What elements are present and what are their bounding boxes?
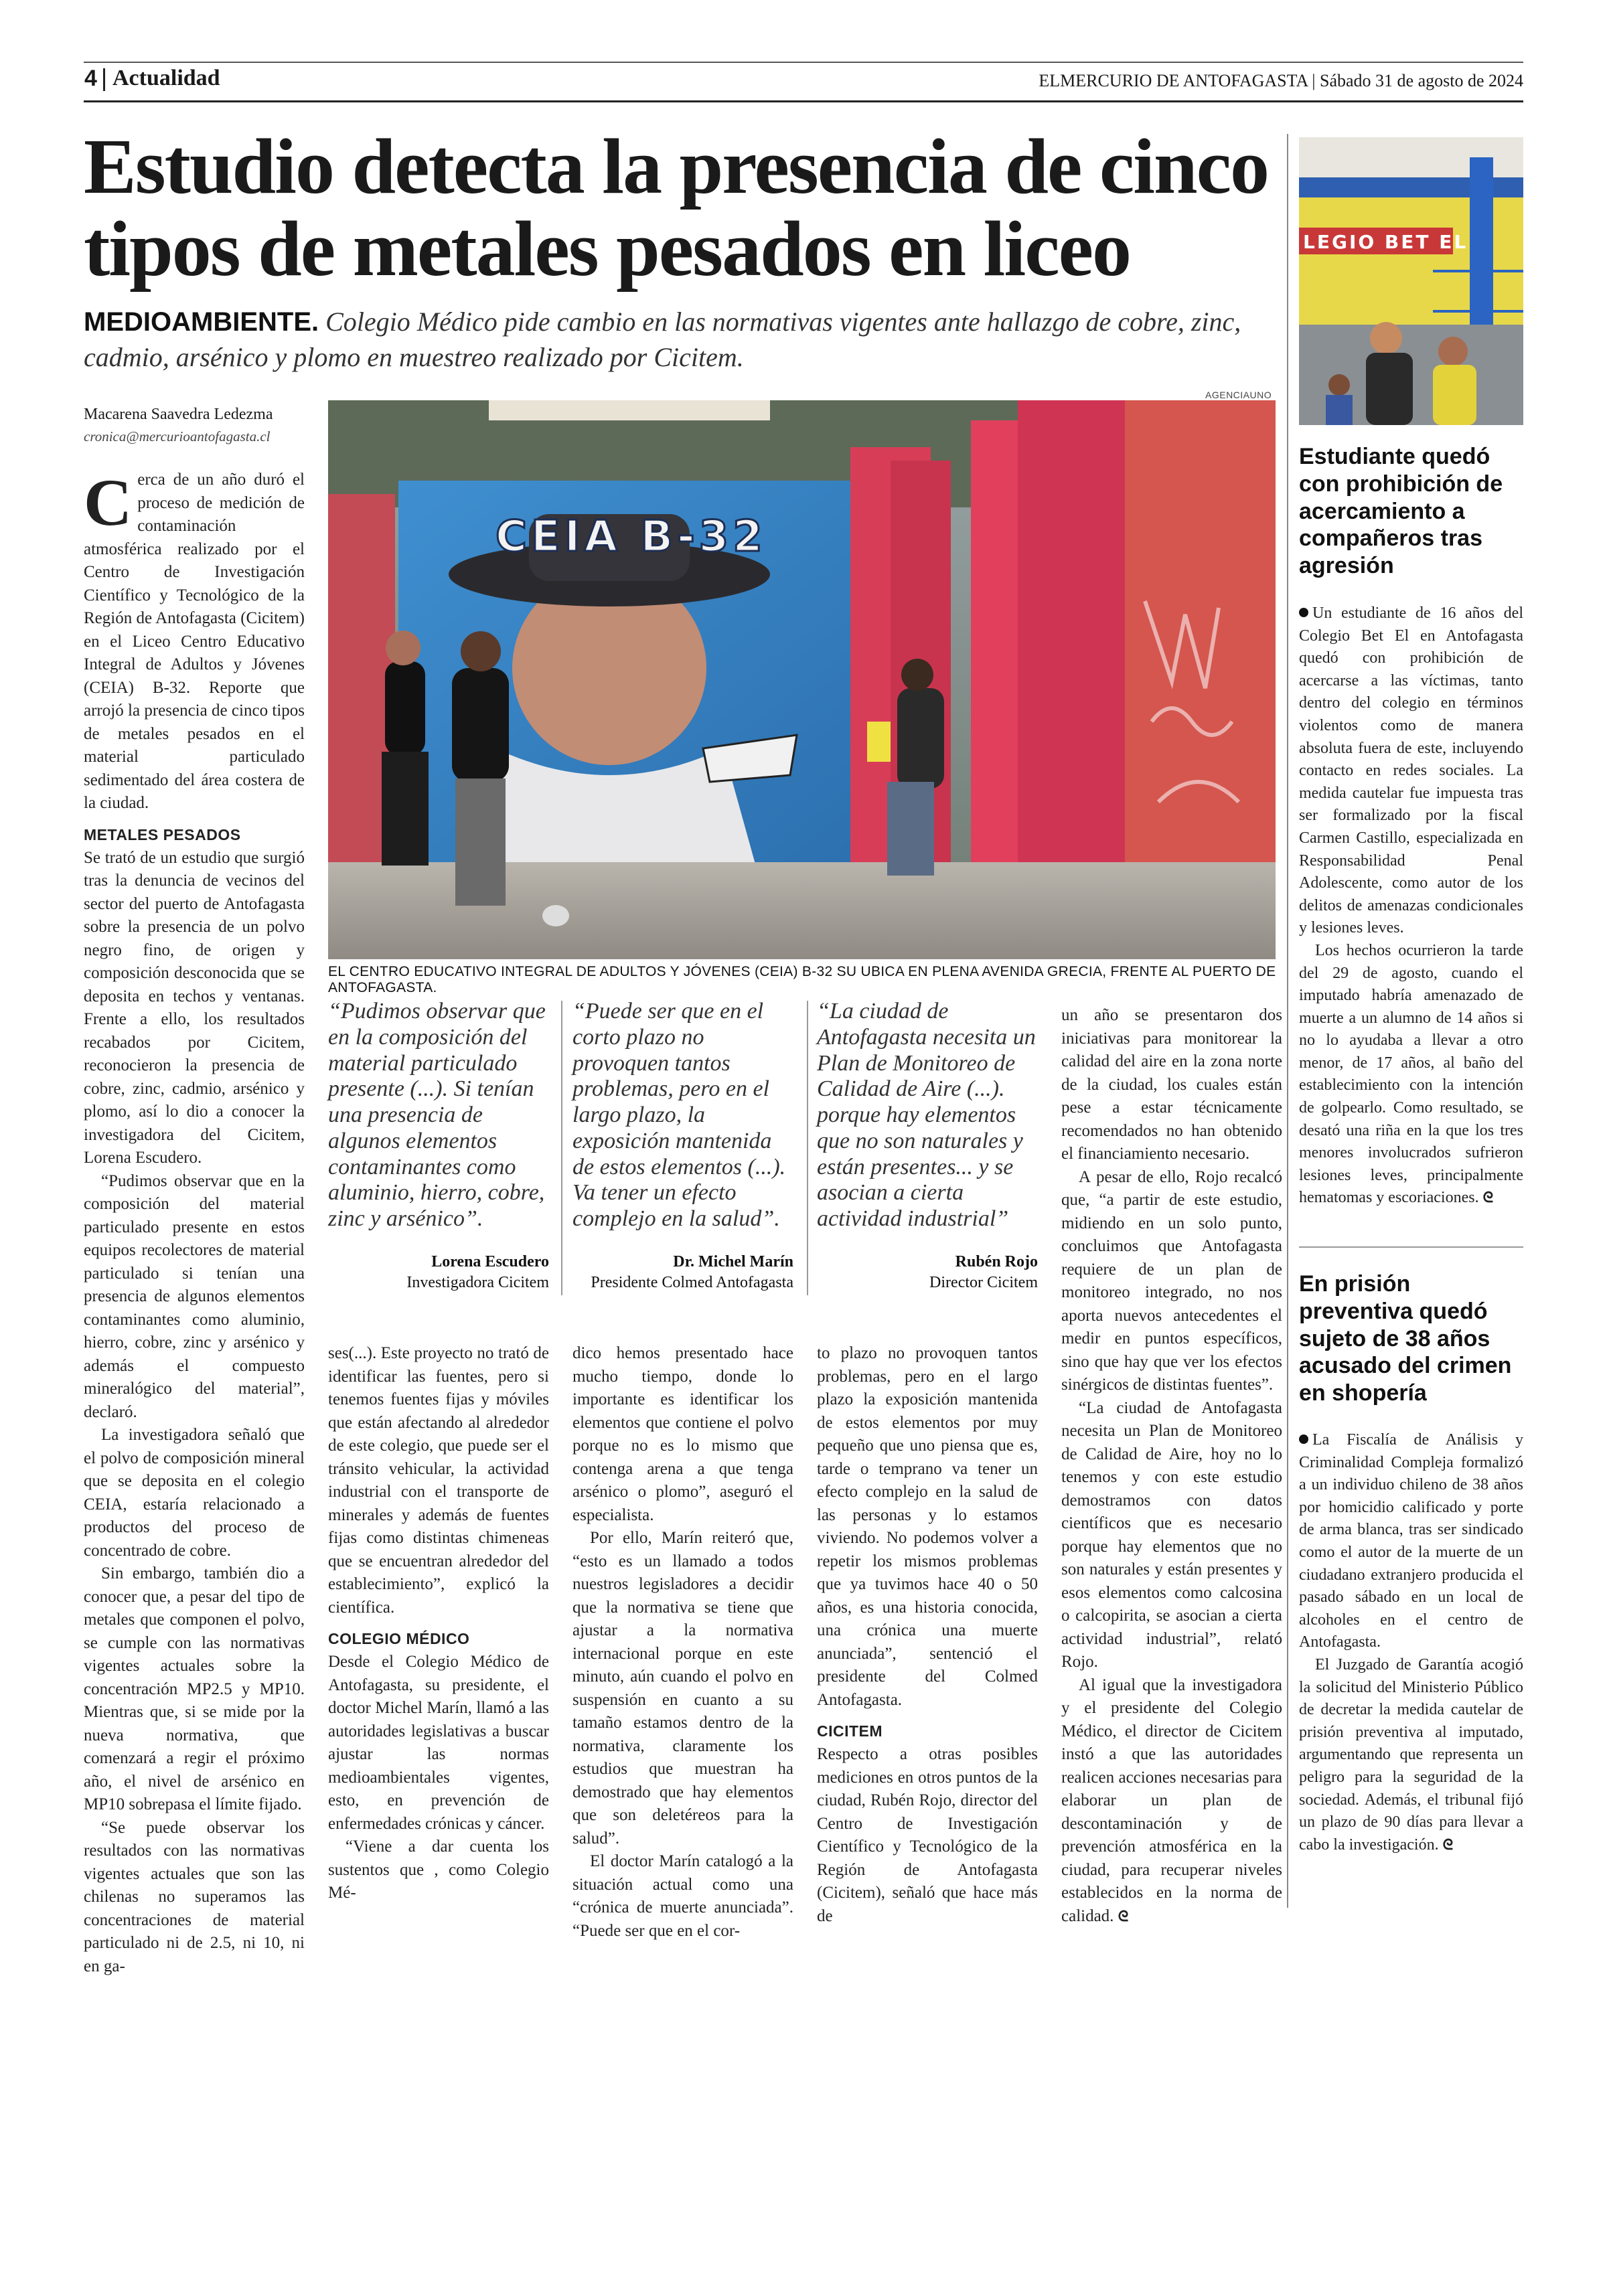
article-column-3 xyxy=(572,1342,793,1943)
pull-quote-1-source xyxy=(328,1252,549,1293)
story1-paragraph-1: Un estudiante de 16 años del Colegio Bet El en Antofagasta quedó con prohibición de acercarse a las víctimas, tanto dentro del colegio en términos violentos como de manera absoluta fuera de este, incluyendo contacto en redes sociales. La medida cautelar fue impuesta tras ser formalizado por la fiscal Carmen Castillo, especializada en Responsabilidad Penal Adolescente, como autor de los delitos de amenazas condicionales y lesiones leves. xyxy=(1299,604,1523,937)
col3-paragraph-2: Por ello, Marín reiteró que, “esto es un llamado a todos nuestros legisladores a decidir que la normativa se tiene que ajustar a la normativa internacional porque en este minuto, aún cuando el polvo en suspensión en cuanto a su tamaño estamos dentro de la normativa, claramente los estudios que muestran ha demostrado que hay elementos que son deletéreos para la salud”. xyxy=(572,1529,793,1848)
col2-paragraph-3: “Viene a dar cuenta los sustentos que , como Colegio Mé- xyxy=(328,1837,549,1902)
header-rule xyxy=(84,100,1523,102)
pull-quote-3-source xyxy=(817,1252,1038,1293)
masthead: ELMERCURIO DE ANTOFAGASTA | Sábado 31 de agosto de 2024 xyxy=(1039,71,1523,90)
page-number: 4 xyxy=(84,66,97,91)
quote-divider xyxy=(561,1001,562,1295)
story2-paragraph-2: El Juzgado de Garantía acogió la solicitud del Ministerio Público de decretar la medida cautelar de prisión preventiva al imputado, argumentando que representa un peligro para la seguridad de la sociedad. Además, el tribunal fijó un plazo de 90 días para llevar a cabo la investigación. xyxy=(1299,1655,1523,1854)
bullet-icon xyxy=(1299,1434,1308,1444)
drop-cap: C xyxy=(84,465,133,540)
mural-sign: CEIA B-32 xyxy=(495,512,767,562)
end-mark-icon: ᘓ xyxy=(1442,1835,1454,1853)
sidebar-story-2-body xyxy=(1299,1429,1523,1856)
col1-paragraph-2: Se trató de un estudio que surgió tras la denuncia de vecinos del sector del puerto de Antofagasta sobre la presencia de un polvo negro fino, de origen y composición desconocida que se deposita en techos y ventanas. Frente a ello, los resultados recabados por Cicitem, reconocieron la presencia de cobre, zinc, cadmio, arsénico y plomo, así lo dio a conocer la investigadora del Cicitem, Lorena Escudero. xyxy=(84,848,305,1167)
subhead-colegio-medico: COLEGIO MÉDICO xyxy=(328,1630,470,1647)
deck xyxy=(84,305,1282,376)
top-rule xyxy=(84,62,1523,63)
section-name: Actualidad xyxy=(112,66,220,90)
col3-paragraph-3: El doctor Marín catalogó a la situación actual como una “crónica de muerte anunciada”. “Puede ser que en el cor- xyxy=(572,1852,793,1940)
pull-quote-3: “La ciudad de Antofagasta necesita un Plan de Monitoreo de Calidad de Aire (...). porque hay elementos que no son naturales y están presentes... y se asocian a cierta actividad industrial” xyxy=(817,999,1036,1231)
article-column-2 xyxy=(328,1342,549,1905)
bullet-icon xyxy=(1299,608,1308,617)
deck-text: Colegio Médico pide cambio en las normativas vigentes ante hallazgo de cobre, zinc, cadmio, arsénico y plomo en muestreo realizado por Cicitem. xyxy=(84,307,1241,372)
col5-paragraph-3: “La ciudad de Antofagasta necesita un Plan de Monitoreo de Calidad de Aire, hoy no lo tenemos y con este estudio demostramos con datos científicos que es necesario porque hay elementos que no son naturales y están presentes y esos elementos como calcosina o calcopirita, se asocian a cierta actividad industrial”, relató Rojo. xyxy=(1061,1398,1282,1671)
col1-paragraph-6: “Se puede observar los resultados con las normativas vigentes actuales que son las chilenas no superamos las concentraciones de material particulado ni de 2.5, ni 10, ni en ga- xyxy=(84,1818,305,1975)
sidebar-separator xyxy=(1299,1246,1523,1248)
quote-1-role: Investigadora Cicitem xyxy=(406,1274,549,1292)
school-mural-photo xyxy=(328,400,1276,959)
end-mark-icon: ᘓ xyxy=(1482,1189,1494,1206)
sidebar-story-1-headline: Estudiante quedó con prohibición de acercamiento a compañeros tras agresión xyxy=(1299,444,1503,579)
article-column-1 xyxy=(84,465,305,1978)
deck-kicker: MEDIOAMBIENTE. xyxy=(84,307,319,337)
col3-paragraph-1: dico hemos presentado hace mucho tiempo, donde lo importante es identificar los elementos que contiene el polvo porque no es lo mismo que contenga arena a que tenga arsénico o plomo”, aseguró el especialista. xyxy=(572,1344,793,1524)
quote-divider xyxy=(807,1001,808,1295)
sidebar-story-2-headline: En prisión preventiva quedó sujeto de 38 años acusado del crimen en shopería xyxy=(1299,1271,1512,1406)
school-entrance-photo xyxy=(1299,137,1523,425)
pull-quote-2-source xyxy=(572,1252,793,1293)
pull-quote-1: “Pudimos observar que en la composición del material particulado presente (...). Si tenían una presencia de algunos elementos contaminantes como aluminio, hierro, cobre, zinc y arsénico”. xyxy=(328,999,546,1231)
quote-2-role: Presidente Colmed Antofagasta xyxy=(591,1274,793,1292)
col5-paragraph-1: un año se presentaron dos iniciativas para monitorear la calidad del aire en la zona norte de la ciudad, los cuales están pese a estar técnicamente recomendados no han obtenido el financiamiento necesario. xyxy=(1061,1006,1282,1163)
col5-paragraph-4: Al igual que la investigadora y el presidente del Colegio Médico, el director de Cicitem instó a que las autoridades realicen acciones necesarias para elaborar un plan de descontaminación y de prevención atmosférica en la ciudad, para recuperar niveles establecidos en la norma de calidad. xyxy=(1061,1675,1282,1925)
photo-caption: EL CENTRO EDUCATIVO INTEGRAL DE ADULTOS Y JÓVENES (CEIA) B-32 SU UBICA EN PLENA AVENIDA GRECIA, FRENTE AL PUERTO DE ANTOFAGASTA. xyxy=(328,964,1276,995)
article-column-4 xyxy=(817,1342,1038,1928)
sidebar-rule xyxy=(1287,134,1288,1908)
headline-line-1: Estudio detecta la presencia de cinco xyxy=(84,122,1269,210)
article-column-5 xyxy=(1061,1004,1282,1928)
col2-paragraph-1: ses(...). Este proyecto no trató de identificar las fuentes, pero si tenemos fuentes fijas y móviles que están afectando al alrededor de este colegio, que puede ser el tránsito vehicular, la actividad industrial con el transporte de minerales y además de fuentes fijas como distintas chimeneas que se encuentran alrededor del establecimiento”, explicó la científica. xyxy=(328,1344,549,1617)
sidebar-sign: LEGIO BET EL xyxy=(1303,231,1468,253)
byline-author: Macarena Saavedra Ledezma xyxy=(84,406,273,423)
sidebar-photo xyxy=(1299,137,1523,425)
col1-paragraph-1: erca de un año duró el proceso de medición de contaminación atmosférica realizado por el Centro de Investigación Científico y Tecnológico de la Región de Antofagasta (Cicitem) en el Liceo Centro Educativo Integral de Adultos y Jóvenes (CEIA) B-32. Reporte que arrojó la presencia de cinco tipos de metales pesados en el material particulado sedimentado del área costera de la ciudad. xyxy=(84,471,305,812)
subhead-cicitem: CICITEM xyxy=(817,1722,883,1740)
sidebar-story-1-body xyxy=(1299,602,1523,1210)
col1-paragraph-3: “Pudimos observar que en la composición del material particulado presente en estos equipos recolectores de material particulado si tenían una presencia de algunos elementos contaminantes como aluminio, hierro, cobre, zinc y arsénico y además el compuesto mineralógico del material”, declaró. xyxy=(84,1171,305,1421)
quote-2-name: Dr. Michel Marín xyxy=(673,1253,793,1270)
quote-1-name: Lorena Escudero xyxy=(431,1253,549,1270)
col1-paragraph-4: La investigadora señaló que el polvo de composición mineral que se deposita en el colegio CEIA, estaría relacionado a productos del proceso de concentrado de cobre. xyxy=(84,1426,305,1560)
photo-credit: AGENCIAUNO xyxy=(1205,390,1272,400)
quote-3-role: Director Cicitem xyxy=(929,1274,1038,1292)
story1-paragraph-2: Los hechos ocurrieron la tarde del 29 de agosto, cuando el imputado habría amenazado de muerte a un alumno de 14 años si no lo ayudaba a llevar a otro menor, de 17 años, al baño del establecimiento con la intención de golpearlo. Como resultado, se desató una riña en la que los tres menores involucrados sufrieron lesiones leves, principalmente hematomas y escoriaciones. xyxy=(1299,941,1523,1207)
headline-line-2: tipos de metales pesados en liceo xyxy=(84,204,1130,293)
byline-email: cronica@mercurioantofagasta.cl xyxy=(84,428,271,444)
col2-paragraph-2: Desde el Colegio Médico de Antofagasta, su presidente, el doctor Michel Marín, llamó a las autoridades legislativas a buscar ajustar las normas medioambientales vigentes, esto, en prevención de enfermedades crónicas y cáncer. xyxy=(328,1653,549,1833)
headline xyxy=(84,122,1289,293)
col4-paragraph-2: Respecto a otras posibles mediciones en otros puntos de la ciudad, Rubén Rojo, director del Centro de Investigación Científico y Tecnológico de la Región de Antofagasta (Cicitem), señaló que hace más de xyxy=(817,1745,1038,1925)
col5-paragraph-2: A pesar de ello, Rojo recalcó que, “a partir de este estudio, midiendo en un solo punto, concluimos que Antofagasta requiere de un plan de monitoreo integrado, no nos aporta nuevos antecedentes el medir en puntos específicos, sino que hay que ver los efectos sinérgicos de distintas fuentes”. xyxy=(1061,1167,1282,1394)
main-photo xyxy=(328,400,1276,959)
story2-paragraph-1: La Fiscalía de Análisis y Criminalidad Compleja formalizó a un individuo chileno de 38 años por homicidio calificado y porte de arma blanca, tras ser sindicado como el autor de la muerte de un ciudadano extranjero producida el pasado sábado en un local de alcoholes en el centro de Antofagasta. xyxy=(1299,1431,1523,1651)
col4-paragraph-1: to plazo no provoquen tantos problemas, pero en el largo plazo la exposición mantenida de estos elementos por muy pequeño que uno piensa que es, tarde o temprano va tener un efecto complejo en la salud de las personas y lo estamos viviendo. No podemos volver a repetir los mismos problemas que ya tuvimos hace 40 o 50 años, es una historia conocida, una crónica una muerte anunciada”, sentenció el presidente del Colmed Antofagasta. xyxy=(817,1344,1038,1709)
pull-quote-2: “Puede ser que en el corto plazo no provoquen tantos problemas, pero en el largo plazo, la exposición mantenida de estos elementos (...). Va tener un efecto complejo en la salud”. xyxy=(572,999,786,1231)
quote-3-name: Rubén Rojo xyxy=(955,1253,1038,1270)
subhead-metales-pesados: METALES PESADOS xyxy=(84,825,241,843)
col1-paragraph-5: Sin embargo, también dio a conocer que, a pesar del tipo de metales que componen el polvo, se cumple con las normativas vigentes actuales sobre la concentración MP2.5 y MP10. Mientras que, si se mide por la nueva normativa, que comenzará a regir el próximo año, el nivel de arsénico en MP10 sobrepasa el límite fijado. xyxy=(84,1564,305,1813)
end-mark-icon: ᘓ xyxy=(1118,1907,1129,1924)
